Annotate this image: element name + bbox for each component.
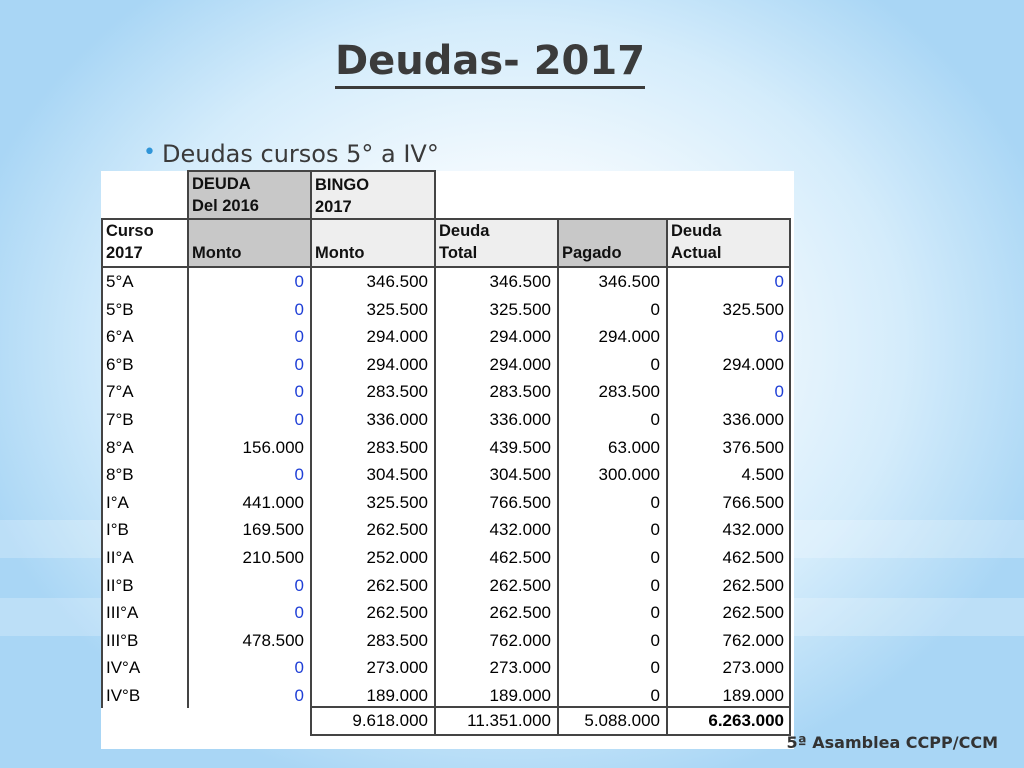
cell-bingo: 283.500 <box>366 630 428 650</box>
cell-deuda-2016: 156.000 <box>242 437 304 457</box>
cell-deuda-2016: 0 <box>294 272 304 291</box>
header-curso-line1: Curso <box>106 222 154 240</box>
cell-deuda-2016: 0 <box>294 410 304 429</box>
cell-deuda-total: 294.000 <box>489 354 551 374</box>
cell-deuda-actual: 262.500 <box>722 575 784 595</box>
cell-bingo: 262.500 <box>366 520 428 540</box>
cell-curso: III°A <box>106 603 139 623</box>
cell-curso: 8°A <box>106 437 134 457</box>
cell-curso: II°B <box>106 575 134 595</box>
cell-curso: I°A <box>106 492 129 512</box>
cell-pagado: 0 <box>650 299 660 319</box>
header-deuda-total-line2: Total <box>439 244 478 262</box>
cell-deuda-actual: 262.500 <box>722 603 784 623</box>
cell-deuda-actual: 462.500 <box>722 548 784 567</box>
cell-pagado: 283.500 <box>598 382 660 402</box>
cell-bingo: 273.000 <box>366 658 428 678</box>
cell-deuda-total: 262.500 <box>489 603 551 623</box>
cell-pagado: 0 <box>650 520 660 540</box>
header-deuda-2016-line2: Del 2016 <box>192 197 259 215</box>
bullet-icon: • <box>143 140 156 165</box>
cell-curso: 5°A <box>106 272 134 291</box>
cell-deuda-total: 346.500 <box>489 272 551 291</box>
cell-pagado: 294.000 <box>598 327 660 347</box>
cell-deuda-2016: 0 <box>294 327 304 347</box>
header-deuda-2016-monto: Monto <box>192 244 242 262</box>
total-pagado: 5.088.000 <box>584 711 660 730</box>
header-curso-line2: 2017 <box>106 244 143 262</box>
cell-curso: I°B <box>106 520 129 540</box>
header-deuda-actual-line1: Deuda <box>671 222 722 240</box>
cell-deuda-actual: 0 <box>774 327 784 347</box>
cell-bingo: 304.500 <box>366 465 428 485</box>
cell-bingo: 252.000 <box>366 548 428 567</box>
cell-deuda-2016: 441.000 <box>242 492 304 512</box>
table-border <box>310 734 791 736</box>
cell-pagado: 0 <box>650 630 660 650</box>
header-deuda-2016-line1: DEUDA <box>192 175 251 193</box>
cell-pagado: 0 <box>650 548 660 567</box>
cell-bingo: 346.500 <box>366 272 428 291</box>
cell-pagado: 0 <box>650 686 660 705</box>
cell-deuda-total: 262.500 <box>489 575 551 595</box>
cell-deuda-2016: 0 <box>294 465 304 485</box>
cell-deuda-actual: 189.000 <box>722 686 784 705</box>
cell-bingo: 189.000 <box>366 686 428 705</box>
cell-deuda-actual: 273.000 <box>722 658 784 678</box>
cell-deuda-actual: 0 <box>774 272 784 291</box>
cell-curso: II°A <box>106 548 134 567</box>
cell-bingo: 325.500 <box>366 492 428 512</box>
cell-deuda-actual: 432.000 <box>722 520 784 540</box>
cell-deuda-2016: 210.500 <box>242 548 304 567</box>
cell-pagado: 63.000 <box>608 437 660 457</box>
cell-bingo: 294.000 <box>366 327 428 347</box>
cell-deuda-total: 189.000 <box>489 686 551 705</box>
table-border <box>101 218 791 220</box>
cell-deuda-2016: 0 <box>294 382 304 402</box>
header-pagado: Pagado <box>562 244 622 262</box>
header-bingo <box>310 174 369 218</box>
cell-pagado: 346.500 <box>598 272 660 291</box>
header-bingo-line2: 2017 <box>315 198 352 216</box>
cell-curso: 7°A <box>106 382 134 402</box>
total-bingo: 9.618.000 <box>352 711 428 730</box>
cell-deuda-2016: 0 <box>294 658 304 678</box>
cell-deuda-actual: 762.000 <box>722 630 784 650</box>
cell-deuda-total: 462.500 <box>489 548 551 567</box>
cell-deuda-2016: 478.500 <box>242 630 304 650</box>
cell-deuda-total: 439.500 <box>489 437 551 457</box>
cell-pagado: 0 <box>650 658 660 678</box>
header-curso <box>101 220 154 264</box>
total-deuda-actual: 6.263.000 <box>708 711 784 730</box>
cell-deuda-actual: 0 <box>774 382 784 402</box>
cell-curso: III°B <box>106 630 139 650</box>
cell-pagado: 0 <box>650 354 660 374</box>
cell-deuda-total: 432.000 <box>489 520 551 540</box>
cell-deuda-actual: 325.500 <box>722 299 784 319</box>
cell-curso: 6°A <box>106 327 134 347</box>
cell-curso: IV°A <box>106 658 141 678</box>
cell-curso: 8°B <box>106 465 134 485</box>
cell-pagado: 0 <box>650 492 660 512</box>
cell-curso: IV°B <box>106 686 141 705</box>
cell-bingo: 262.500 <box>366 575 428 595</box>
header-bingo-line1: BINGO <box>315 176 370 194</box>
cell-bingo: 325.500 <box>366 299 428 319</box>
header-deuda-2016 <box>187 173 259 217</box>
cell-deuda-total: 325.500 <box>489 299 551 319</box>
cell-deuda-actual: 376.500 <box>722 437 784 457</box>
cell-pagado: 0 <box>650 575 660 595</box>
cell-curso: 7°B <box>106 410 134 429</box>
cell-deuda-total: 336.000 <box>489 410 551 429</box>
cell-pagado: 0 <box>650 603 660 623</box>
cell-bingo: 294.000 <box>366 354 428 374</box>
cell-deuda-total: 273.000 <box>489 658 551 678</box>
cell-pagado: 300.000 <box>598 465 660 485</box>
header-deuda-total <box>434 220 489 264</box>
cell-bingo: 336.000 <box>366 410 428 429</box>
cell-bingo: 262.500 <box>366 603 428 623</box>
cell-deuda-2016: 0 <box>294 354 304 374</box>
cell-bingo: 283.500 <box>366 437 428 457</box>
cell-deuda-total: 294.000 <box>489 327 551 347</box>
cell-deuda-actual: 336.000 <box>722 410 784 429</box>
cell-deuda-actual: 4.500 <box>741 465 784 485</box>
cell-deuda-2016: 0 <box>294 299 304 319</box>
cell-deuda-total: 283.500 <box>489 382 551 402</box>
cell-deuda-total: 304.500 <box>489 465 551 485</box>
header-bingo-monto: Monto <box>315 244 365 262</box>
cell-curso: 6°B <box>106 354 134 374</box>
bullet-text: Deudas cursos 5° a IV° <box>161 140 439 168</box>
cell-deuda-2016: 0 <box>294 686 304 705</box>
cell-deuda-actual: 294.000 <box>722 354 784 374</box>
header-deuda-actual <box>666 220 721 264</box>
header-deuda-total-line1: Deuda <box>439 222 490 240</box>
header-deuda-actual-line2: Actual <box>671 244 722 262</box>
cell-deuda-2016: 0 <box>294 575 304 595</box>
cell-deuda-total: 762.000 <box>489 630 551 650</box>
cell-pagado: 0 <box>650 410 660 429</box>
cell-deuda-total: 766.500 <box>489 492 551 512</box>
footer-label: 5ª Asamblea CCPP/CCM <box>786 733 998 752</box>
total-deuda-total: 11.351.000 <box>467 711 551 730</box>
cell-deuda-2016: 0 <box>294 603 304 623</box>
cell-deuda-actual: 766.500 <box>722 492 784 512</box>
cell-bingo: 283.500 <box>366 382 428 402</box>
slide-title: Deudas- 2017 <box>0 38 980 84</box>
cell-deuda-2016: 169.500 <box>242 520 304 540</box>
cell-curso: 5°B <box>106 299 134 319</box>
